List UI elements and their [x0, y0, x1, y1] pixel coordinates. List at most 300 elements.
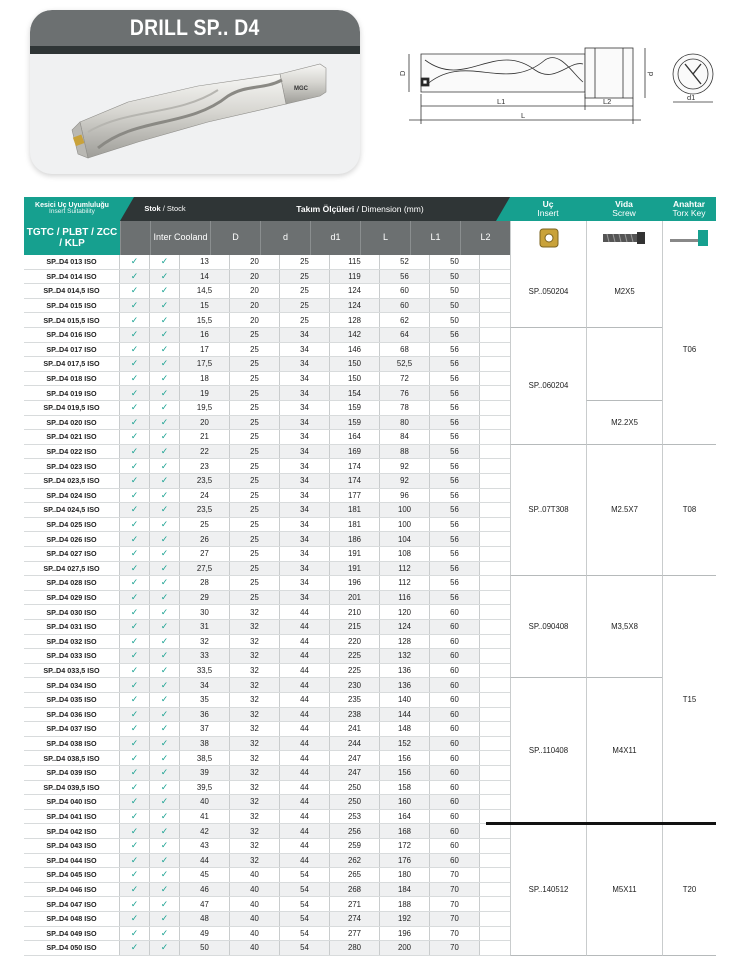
header-key-en: Torx Key — [672, 208, 706, 218]
stock-check-icon: ✓ — [120, 562, 150, 576]
coolant-check-icon: ✓ — [150, 678, 180, 692]
coolant-check-icon: ✓ — [150, 430, 180, 444]
table-row — [24, 372, 510, 387]
cell-L2: 70 — [430, 927, 480, 941]
cell-D: 50 — [180, 941, 230, 955]
cell-L: 191 — [330, 547, 380, 561]
cell-L1: 148 — [380, 722, 430, 736]
cell-d: 25 — [230, 430, 280, 444]
insert-group-cell: SP..110408 — [510, 678, 586, 824]
header-suitability-en: Insert Suitability — [49, 208, 95, 216]
cell-L1: 116 — [380, 591, 430, 605]
product-code: SP..D4 034 ISO — [24, 678, 120, 692]
stock-check-icon: ✓ — [120, 693, 150, 707]
cell-d: 40 — [230, 868, 280, 882]
cell-d: 20 — [230, 313, 280, 327]
stock-check-icon: ✓ — [120, 386, 150, 400]
product-code: SP..D4 026 ISO — [24, 532, 120, 546]
cell-L: 146 — [330, 343, 380, 357]
cell-L: 150 — [330, 372, 380, 386]
cell-L: 250 — [330, 781, 380, 795]
cell-d1: 34 — [280, 474, 330, 488]
key-group-cell: T15 — [662, 576, 716, 824]
cell-L1: 52,5 — [380, 357, 430, 371]
cell-L2: 56 — [430, 503, 480, 517]
table-row — [24, 459, 510, 474]
cell-d1: 34 — [280, 430, 330, 444]
table-row — [24, 591, 510, 606]
group-separator — [486, 822, 716, 825]
cell-D: 17 — [180, 343, 230, 357]
cell-d: 32 — [230, 649, 280, 663]
table-row — [24, 416, 510, 431]
coolant-check-icon: ✓ — [150, 357, 180, 371]
cell-d: 25 — [230, 532, 280, 546]
product-code: SP..D4 038,5 ISO — [24, 751, 120, 765]
cell-L1: 136 — [380, 664, 430, 678]
cell-D: 27 — [180, 547, 230, 561]
cell-L1: 124 — [380, 620, 430, 634]
cell-L2: 60 — [430, 605, 480, 619]
cell-D: 48 — [180, 912, 230, 926]
coolant-check-icon: ✓ — [150, 868, 180, 882]
product-code: SP..D4 036 ISO — [24, 708, 120, 722]
stock-check-icon: ✓ — [120, 883, 150, 897]
key-group-cell: T20 — [662, 824, 716, 955]
stock-check-icon: ✓ — [120, 795, 150, 809]
cell-L: 159 — [330, 401, 380, 415]
product-code: SP..D4 014,5 ISO — [24, 284, 120, 298]
cell-D: 14,5 — [180, 284, 230, 298]
cell-d1: 25 — [280, 299, 330, 313]
cell-d: 32 — [230, 795, 280, 809]
coolant-check-icon: ✓ — [150, 810, 180, 824]
cell-D: 32 — [180, 635, 230, 649]
cell-L1: 80 — [380, 416, 430, 430]
cell-D: 24 — [180, 489, 230, 503]
coolant-check-icon: ✓ — [150, 299, 180, 313]
coolant-check-icon: ✓ — [150, 912, 180, 926]
stock-check-icon: ✓ — [120, 313, 150, 327]
coolant-check-icon: ✓ — [150, 489, 180, 503]
cell-d: 25 — [230, 474, 280, 488]
cell-L2: 60 — [430, 664, 480, 678]
cell-d1: 34 — [280, 591, 330, 605]
cell-L1: 132 — [380, 649, 430, 663]
cell-L2: 56 — [430, 445, 480, 459]
cell-L: 225 — [330, 649, 380, 663]
cell-L2: 56 — [430, 547, 480, 561]
product-code: SP..D4 019 ISO — [24, 386, 120, 400]
cell-d1: 44 — [280, 649, 330, 663]
cell-L: 253 — [330, 810, 380, 824]
coolant-check-icon: ✓ — [150, 562, 180, 576]
coolant-check-icon: ✓ — [150, 401, 180, 415]
cell-L: 247 — [330, 766, 380, 780]
coolant-check-icon: ✓ — [150, 284, 180, 298]
cell-L: 196 — [330, 576, 380, 590]
cell-L: 191 — [330, 562, 380, 576]
cell-L: 238 — [330, 708, 380, 722]
coolant-check-icon: ✓ — [150, 693, 180, 707]
cell-d1: 34 — [280, 562, 330, 576]
cell-L: 159 — [330, 416, 380, 430]
header-screw-tr: Vida — [615, 199, 633, 210]
product-code: SP..D4 042 ISO — [24, 824, 120, 838]
cell-d: 32 — [230, 693, 280, 707]
stock-check-icon: ✓ — [120, 299, 150, 313]
table-row — [24, 503, 510, 518]
cell-L2: 50 — [430, 255, 480, 269]
cell-L1: 62 — [380, 313, 430, 327]
cell-L: 215 — [330, 620, 380, 634]
product-code: SP..D4 045 ISO — [24, 868, 120, 882]
cell-d1: 44 — [280, 781, 330, 795]
product-code: SP..D4 033,5 ISO — [24, 664, 120, 678]
coolant-check-icon: ✓ — [150, 649, 180, 663]
table-row — [24, 547, 510, 562]
table-header-bottom — [24, 221, 716, 255]
table-row — [24, 941, 510, 956]
cell-L1: 60 — [380, 299, 430, 313]
cell-L: 220 — [330, 635, 380, 649]
table-row — [24, 576, 510, 591]
cell-L2: 70 — [430, 883, 480, 897]
cell-D: 44 — [180, 854, 230, 868]
coolant-check-icon: ✓ — [150, 576, 180, 590]
cell-L: 280 — [330, 941, 380, 955]
cell-d: 25 — [230, 386, 280, 400]
coolant-check-icon: ✓ — [150, 635, 180, 649]
table-row — [24, 824, 510, 839]
product-code: SP..D4 029 ISO — [24, 591, 120, 605]
coolant-check-icon: ✓ — [150, 605, 180, 619]
table-row — [24, 255, 510, 270]
insert-group-cell: SP..140512 — [510, 824, 586, 955]
cell-d: 25 — [230, 489, 280, 503]
product-code: SP..D4 018 ISO — [24, 372, 120, 386]
cell-L: 154 — [330, 386, 380, 400]
cell-L1: 76 — [380, 386, 430, 400]
cell-d1: 34 — [280, 328, 330, 342]
product-code: SP..D4 025 ISO — [24, 518, 120, 532]
cell-L: 247 — [330, 751, 380, 765]
key-group-cell: T06 — [662, 255, 716, 445]
cell-L2: 50 — [430, 270, 480, 284]
stock-check-icon: ✓ — [120, 649, 150, 663]
table-row — [24, 868, 510, 883]
cell-d: 25 — [230, 576, 280, 590]
cell-L1: 112 — [380, 576, 430, 590]
dim-label-L2: L2 — [603, 97, 612, 106]
cell-L: 244 — [330, 737, 380, 751]
cell-D: 31 — [180, 620, 230, 634]
cell-L1: 140 — [380, 693, 430, 707]
cell-d: 32 — [230, 824, 280, 838]
product-code: SP..D4 050 ISO — [24, 941, 120, 955]
product-code: SP..D4 033 ISO — [24, 649, 120, 663]
cell-d: 32 — [230, 620, 280, 634]
coolant-check-icon: ✓ — [150, 941, 180, 955]
cell-L2: 56 — [430, 343, 480, 357]
cell-D: 28 — [180, 576, 230, 590]
table-row — [24, 737, 510, 752]
insert-group-cell: SP..060204 — [510, 328, 586, 445]
stock-check-icon: ✓ — [120, 430, 150, 444]
cell-L1: 100 — [380, 503, 430, 517]
cell-L1: 144 — [380, 708, 430, 722]
cell-D: 22 — [180, 445, 230, 459]
table-row — [24, 562, 510, 577]
stock-check-icon: ✓ — [120, 547, 150, 561]
cell-L2: 56 — [430, 386, 480, 400]
product-code: SP..D4 040 ISO — [24, 795, 120, 809]
cell-L2: 56 — [430, 489, 480, 503]
stock-check-icon: ✓ — [120, 620, 150, 634]
product-code: SP..D4 031 ISO — [24, 620, 120, 634]
cell-d: 32 — [230, 854, 280, 868]
cell-L1: 120 — [380, 605, 430, 619]
coolant-check-icon: ✓ — [150, 591, 180, 605]
header-col-L: L — [360, 221, 410, 255]
cell-L: 250 — [330, 795, 380, 809]
cell-d: 40 — [230, 912, 280, 926]
cell-d: 25 — [230, 518, 280, 532]
cell-d1: 34 — [280, 357, 330, 371]
screw-icon — [601, 231, 649, 245]
cell-d: 32 — [230, 678, 280, 692]
torx-key-image — [662, 221, 716, 255]
stock-check-icon: ✓ — [120, 941, 150, 955]
cell-L2: 70 — [430, 912, 480, 926]
cell-d1: 44 — [280, 664, 330, 678]
product-code: SP..D4 039 ISO — [24, 766, 120, 780]
product-code: SP..D4 032 ISO — [24, 635, 120, 649]
table-row — [24, 883, 510, 898]
stock-check-icon: ✓ — [120, 474, 150, 488]
header-col-d1: d1 — [310, 221, 360, 255]
title-tab — [30, 10, 360, 46]
screw-group-cell: M2.5X7 — [586, 445, 662, 576]
cell-d1: 54 — [280, 883, 330, 897]
coolant-check-icon: ✓ — [150, 824, 180, 838]
product-code: SP..D4 023 ISO — [24, 459, 120, 473]
cell-d: 25 — [230, 459, 280, 473]
stock-check-icon: ✓ — [120, 635, 150, 649]
table-row — [24, 299, 510, 314]
cell-L1: 72 — [380, 372, 430, 386]
table-row — [24, 839, 510, 854]
cell-L2: 60 — [430, 708, 480, 722]
cell-L1: 92 — [380, 474, 430, 488]
product-code: SP..D4 021 ISO — [24, 430, 120, 444]
cell-d1: 34 — [280, 386, 330, 400]
product-code: SP..D4 017 ISO — [24, 343, 120, 357]
cell-L1: 108 — [380, 547, 430, 561]
coolant-check-icon: ✓ — [150, 518, 180, 532]
coolant-check-icon: ✓ — [150, 766, 180, 780]
cell-d1: 34 — [280, 416, 330, 430]
title-underline — [30, 46, 360, 54]
header-suitability — [24, 197, 120, 221]
cell-D: 42 — [180, 824, 230, 838]
cell-L2: 60 — [430, 620, 480, 634]
table-row — [24, 722, 510, 737]
header-stock-tr: Stok — [144, 204, 161, 214]
cell-d: 20 — [230, 255, 280, 269]
cell-L2: 70 — [430, 941, 480, 955]
cell-L: 115 — [330, 255, 380, 269]
product-code: SP..D4 013 ISO — [24, 255, 120, 269]
cell-L1: 84 — [380, 430, 430, 444]
product-code: SP..D4 016 ISO — [24, 328, 120, 342]
coolant-check-icon: ✓ — [150, 503, 180, 517]
dim-label-d1: d1 — [687, 93, 696, 102]
coolant-check-icon: ✓ — [150, 620, 180, 634]
stock-check-icon: ✓ — [120, 766, 150, 780]
page-title: DRILL SP.. D4 — [130, 15, 260, 40]
header-stock-check — [120, 221, 150, 255]
cell-d1: 34 — [280, 576, 330, 590]
product-code: SP..D4 046 ISO — [24, 883, 120, 897]
header-col-L2: L2 — [460, 221, 510, 255]
cell-L: 128 — [330, 313, 380, 327]
stock-check-icon: ✓ — [120, 372, 150, 386]
cell-L: 256 — [330, 824, 380, 838]
dim-label-d: d — [646, 71, 655, 76]
screw-group-cell: M2.2X5 — [586, 401, 662, 445]
cell-d: 32 — [230, 810, 280, 824]
stock-check-icon: ✓ — [120, 897, 150, 911]
cell-D: 49 — [180, 927, 230, 941]
cell-d: 32 — [230, 635, 280, 649]
cell-D: 15 — [180, 299, 230, 313]
cell-D: 23,5 — [180, 474, 230, 488]
cell-d1: 44 — [280, 722, 330, 736]
cell-L: 268 — [330, 883, 380, 897]
cell-d1: 44 — [280, 737, 330, 751]
product-code: SP..D4 020 ISO — [24, 416, 120, 430]
cell-L2: 56 — [430, 518, 480, 532]
header-divider-2 — [496, 197, 510, 221]
screw-group-cell — [586, 328, 662, 401]
cell-d1: 44 — [280, 635, 330, 649]
table-row — [24, 795, 510, 810]
screw-group-cell: M3,5X8 — [586, 576, 662, 678]
cell-d: 32 — [230, 766, 280, 780]
cell-L1: 128 — [380, 635, 430, 649]
coolant-check-icon: ✓ — [150, 781, 180, 795]
cell-L2: 56 — [430, 328, 480, 342]
cell-D: 26 — [180, 532, 230, 546]
table-row — [24, 751, 510, 766]
table-row — [24, 693, 510, 708]
cell-L: 225 — [330, 664, 380, 678]
coolant-check-icon: ✓ — [150, 474, 180, 488]
dim-label-L: L — [521, 111, 526, 120]
table-row — [24, 620, 510, 635]
cell-L1: 104 — [380, 532, 430, 546]
product-code: SP..D4 035 ISO — [24, 693, 120, 707]
product-code: SP..D4 023,5 ISO — [24, 474, 120, 488]
cell-L: 124 — [330, 299, 380, 313]
product-code: SP..D4 038 ISO — [24, 737, 120, 751]
cell-L: 230 — [330, 678, 380, 692]
coolant-check-icon: ✓ — [150, 270, 180, 284]
cell-d: 32 — [230, 708, 280, 722]
screw-image — [586, 221, 662, 255]
cell-L2: 60 — [430, 751, 480, 765]
cell-L1: 52 — [380, 255, 430, 269]
cell-d1: 25 — [280, 313, 330, 327]
dim-label-D: D — [398, 70, 407, 76]
cell-L2: 70 — [430, 868, 480, 882]
coolant-check-icon: ✓ — [150, 343, 180, 357]
stock-check-icon: ✓ — [120, 912, 150, 926]
cell-L1: 60 — [380, 284, 430, 298]
cell-L1: 188 — [380, 897, 430, 911]
cell-D: 23 — [180, 459, 230, 473]
cell-d: 25 — [230, 445, 280, 459]
header-screw — [586, 197, 662, 221]
table-row — [24, 270, 510, 285]
stock-check-icon: ✓ — [120, 927, 150, 941]
cell-D: 43 — [180, 839, 230, 853]
product-code: SP..D4 039,5 ISO — [24, 781, 120, 795]
cell-d: 32 — [230, 839, 280, 853]
cell-L2: 60 — [430, 649, 480, 663]
header-col-d: d — [260, 221, 310, 255]
insert-icon — [538, 227, 560, 249]
cell-L: 235 — [330, 693, 380, 707]
cell-D: 33,5 — [180, 664, 230, 678]
cell-d1: 34 — [280, 532, 330, 546]
cell-D: 47 — [180, 897, 230, 911]
stock-check-icon: ✓ — [120, 357, 150, 371]
cell-L2: 56 — [430, 474, 480, 488]
cell-L: 174 — [330, 459, 380, 473]
stock-check-icon: ✓ — [120, 868, 150, 882]
header-insert — [510, 197, 586, 221]
cell-L2: 56 — [430, 357, 480, 371]
cell-d1: 34 — [280, 489, 330, 503]
cell-L: 259 — [330, 839, 380, 853]
stock-check-icon: ✓ — [120, 343, 150, 357]
cell-L2: 56 — [430, 532, 480, 546]
cell-L: 201 — [330, 591, 380, 605]
cell-d: 40 — [230, 941, 280, 955]
table-row — [24, 401, 510, 416]
cell-L: 277 — [330, 927, 380, 941]
cell-L1: 176 — [380, 854, 430, 868]
product-code: SP..D4 048 ISO — [24, 912, 120, 926]
coolant-check-icon: ✓ — [150, 708, 180, 722]
cell-L1: 92 — [380, 459, 430, 473]
cell-L: 119 — [330, 270, 380, 284]
cell-L1: 152 — [380, 737, 430, 751]
cell-L1: 192 — [380, 912, 430, 926]
cell-L2: 60 — [430, 854, 480, 868]
cell-L2: 60 — [430, 635, 480, 649]
table-row — [24, 708, 510, 723]
cell-d1: 44 — [280, 751, 330, 765]
table-row — [24, 474, 510, 489]
cell-L1: 78 — [380, 401, 430, 415]
cell-L: 124 — [330, 284, 380, 298]
cell-d: 25 — [230, 357, 280, 371]
table-row — [24, 810, 510, 825]
cell-D: 25 — [180, 518, 230, 532]
